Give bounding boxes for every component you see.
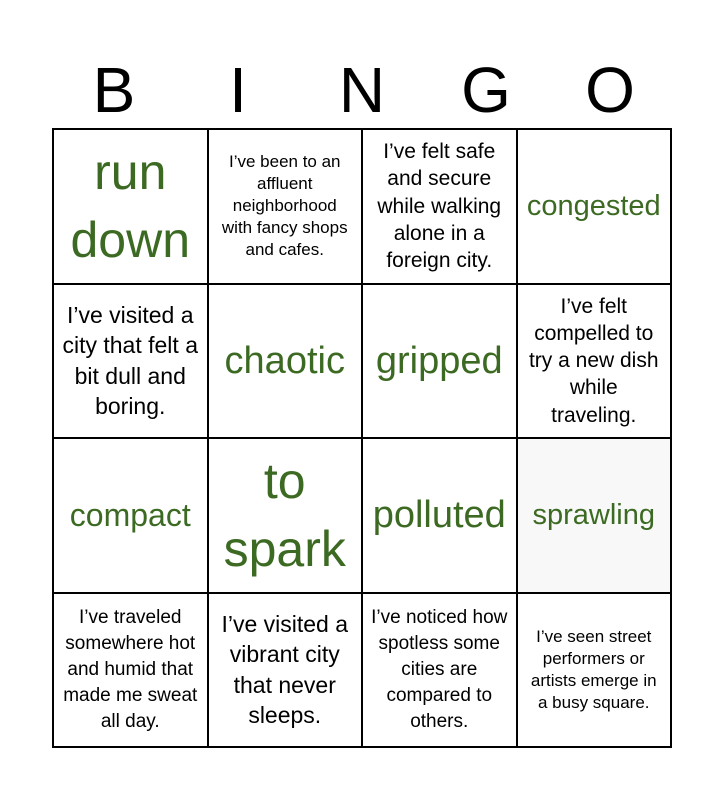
cell-text: sprawling <box>532 498 655 531</box>
header-letter-o: O <box>585 54 635 126</box>
bingo-board <box>52 128 672 748</box>
cell-text: I’ve visited a city that felt a bit dull and boring. <box>62 301 198 420</box>
header-letter-b: B <box>92 54 136 126</box>
bingo-cell[interactable] <box>363 594 518 749</box>
cell-text: I’ve seen street performers or artists emerge in a busy square. <box>530 626 657 712</box>
bingo-cell[interactable] <box>363 285 518 440</box>
cell-text: I’ve noticed how spotless some cities are compared to others. <box>371 606 508 732</box>
bingo-cell[interactable] <box>209 594 364 749</box>
bingo-cell[interactable] <box>54 130 209 285</box>
cell-text: congested <box>526 189 661 222</box>
bingo-cell[interactable] <box>363 130 518 285</box>
bingo-cell[interactable] <box>209 285 364 440</box>
header-letter-n: N <box>338 54 386 126</box>
bingo-cell[interactable] <box>518 285 673 440</box>
cell-text: I’ve traveled somewhere hot and humid that made me sweat all day. <box>63 606 198 732</box>
header-letter-i: I <box>229 54 247 126</box>
bingo-cell[interactable] <box>518 130 673 285</box>
cell-text: I’ve felt safe and secure while walking alone in a foreign city. <box>377 140 502 273</box>
cell-text: gripped <box>375 339 503 382</box>
bingo-header <box>52 52 672 128</box>
cell-text: I’ve visited a vibrant city that never sleeps. <box>221 610 349 729</box>
cell-text: to spark <box>223 453 346 578</box>
bingo-cell[interactable] <box>363 439 518 594</box>
bingo-cell[interactable] <box>54 594 209 749</box>
cell-text: I’ve felt compelled to try a new dish while traveling. <box>528 294 659 427</box>
cell-text: run down <box>70 144 191 269</box>
bingo-cell[interactable] <box>209 439 364 594</box>
bingo-cell[interactable] <box>518 594 673 749</box>
cell-text: compact <box>69 496 191 533</box>
cell-text: polluted <box>372 494 506 537</box>
free-space-cell[interactable] <box>518 439 673 594</box>
bingo-cell[interactable] <box>54 439 209 594</box>
bingo-cell[interactable] <box>209 130 364 285</box>
cell-text: I’ve been to an affluent neighborhood with fancy shops and cafes. <box>221 152 348 260</box>
cell-text: chaotic <box>224 339 345 382</box>
header-letter-g: G <box>461 54 511 126</box>
bingo-cell[interactable] <box>54 285 209 440</box>
